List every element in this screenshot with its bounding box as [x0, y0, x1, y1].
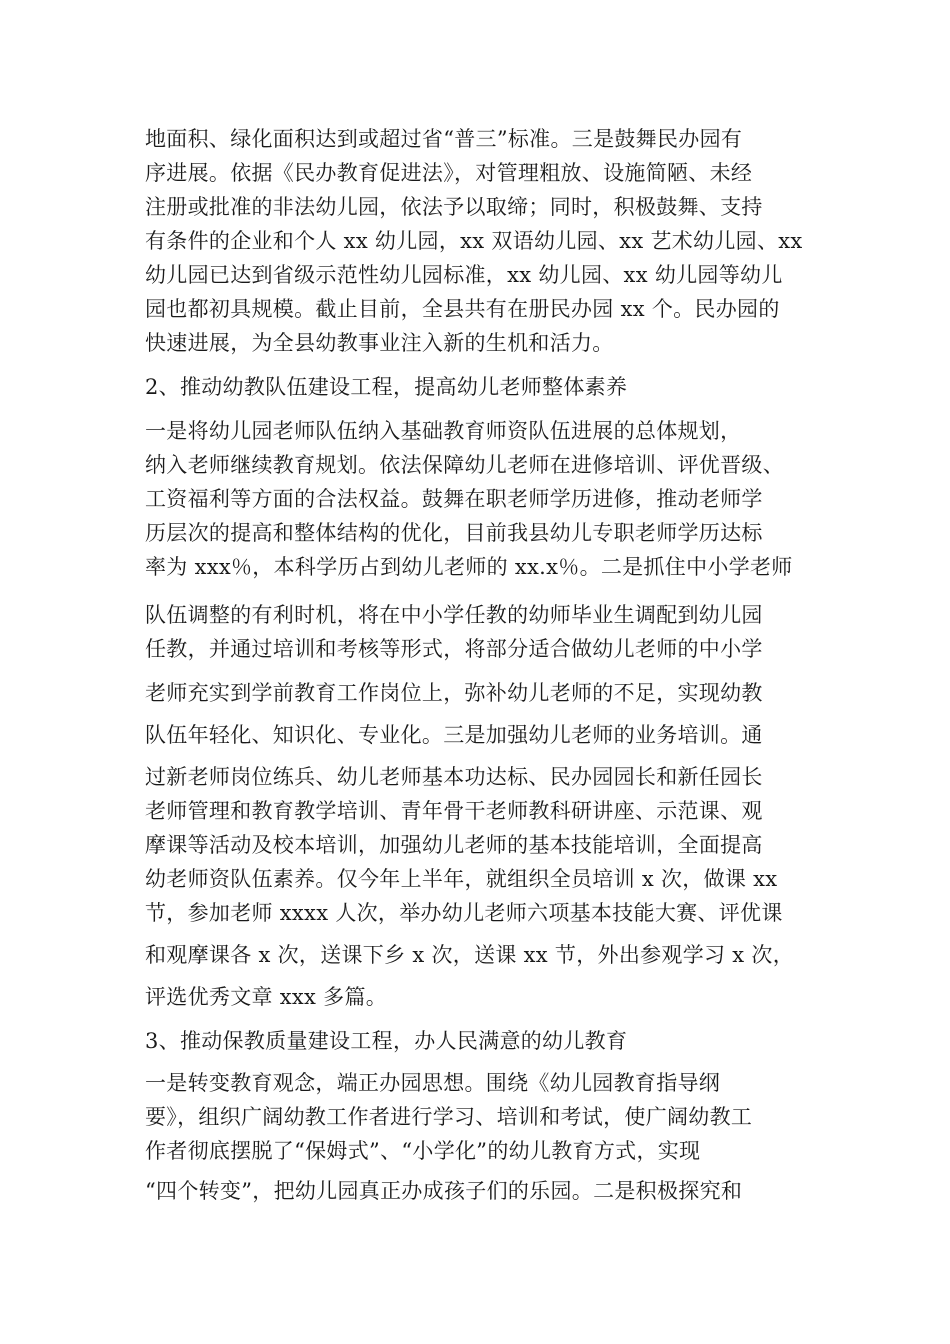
body-text-line: 快速进展，为全县幼教事业注入新的生机和活力。 [145, 331, 614, 355]
body-text-line: 序进展。依据《民办教育促进法》，对管理粗放、设施简陋、未经 [145, 161, 753, 185]
body-text-line: 幼儿园已达到省级示范性幼儿园标准，xx 幼儿园、xx 幼儿园等幼儿 [145, 263, 783, 287]
body-text-line: 队伍年轻化、知识化、专业化。三是加强幼儿老师的业务培训。通 [145, 723, 763, 747]
body-text-line: 和观摩课各 x 次，送课下乡 x 次，送课 xx 节，外出参观学习 x 次， [145, 943, 795, 967]
body-text-line: 有条件的企业和个人 xx 幼儿园，xx 双语幼儿园、xx 艺术幼儿园、xx [145, 229, 803, 253]
body-text-line: 任教，并通过培训和考核等形式，将部分适合做幼儿老师的中小学 [145, 637, 763, 661]
body-text-line: 历层次的提高和整体结构的优化，目前我县幼儿专职老师学历达标 [145, 521, 763, 545]
body-text-line: 地面积、绿化面积达到或超过省“普三”标准。三是鼓舞民办园有 [145, 127, 743, 151]
section-heading: 3、推动保教质量建设工程，办人民满意的幼儿教育 [145, 1029, 628, 1053]
body-text-line: 率为 xxx％，本科学历占到幼儿老师的 xx.x％。二是抓住中小学老师 [145, 555, 793, 579]
body-text-line: 作者彻底摆脱了“保姆式”、“小学化”的幼儿教育方式，实现 [145, 1139, 701, 1163]
body-text-line: 纳入老师继续教育规划。依法保障幼儿老师在进修培训、评优晋级、 [145, 453, 784, 477]
body-text-line: 过新老师岗位练兵、幼儿老师基本功达标、民办园园长和新任园长 [145, 765, 763, 789]
body-text-line: 园也都初具规模。截止目前，全县共有在册民办园 xx 个。民办园的 [145, 297, 780, 321]
body-text-line: 注册或批准的非法幼儿园，依法予以取缔；同时，积极鼓舞、支持 [145, 195, 763, 219]
body-text-line: 队伍调整的有利时机，将在中小学任教的幼师毕业生调配到幼儿园 [145, 603, 763, 627]
body-text-line: 节，参加老师 xxxx 人次，举办幼儿老师六项基本技能大赛、评优课 [145, 901, 783, 925]
body-text-line: 老师管理和教育教学培训、青年骨干老师教科研讲座、示范课、观 [145, 799, 763, 823]
body-text-line: 摩课等活动及校本培训，加强幼儿老师的基本技能培训，全面提高 [145, 833, 763, 857]
body-text-line: 幼老师资队伍素养。仅今年上半年，就组织全员培训 x 次，做课 xx [145, 867, 778, 891]
body-text-line: 评选优秀文章 xxx 多篇。 [145, 985, 388, 1009]
body-text-line: “四个转变”，把幼儿园真正办成孩子们的乐园。二是积极探究和 [145, 1179, 743, 1203]
body-text-line: 一是将幼儿园老师队伍纳入基础教育师资队伍进展的总体规划， [145, 419, 742, 443]
body-text-line: 一是转变教育观念，端正办园思想。围绕《幼儿园教育指导纲 [145, 1071, 721, 1095]
body-text-line: 要》，组织广阔幼教工作者进行学习、培训和考试，使广阔幼教工 [145, 1105, 753, 1129]
body-text-line: 工资福利等方面的合法权益。鼓舞在职老师学历进修，推动老师学 [145, 487, 763, 511]
body-text-line: 老师充实到学前教育工作岗位上，弥补幼儿老师的不足，实现幼教 [145, 681, 763, 705]
section-heading: 2、推动幼教队伍建设工程，提高幼儿老师整体素养 [145, 375, 628, 399]
